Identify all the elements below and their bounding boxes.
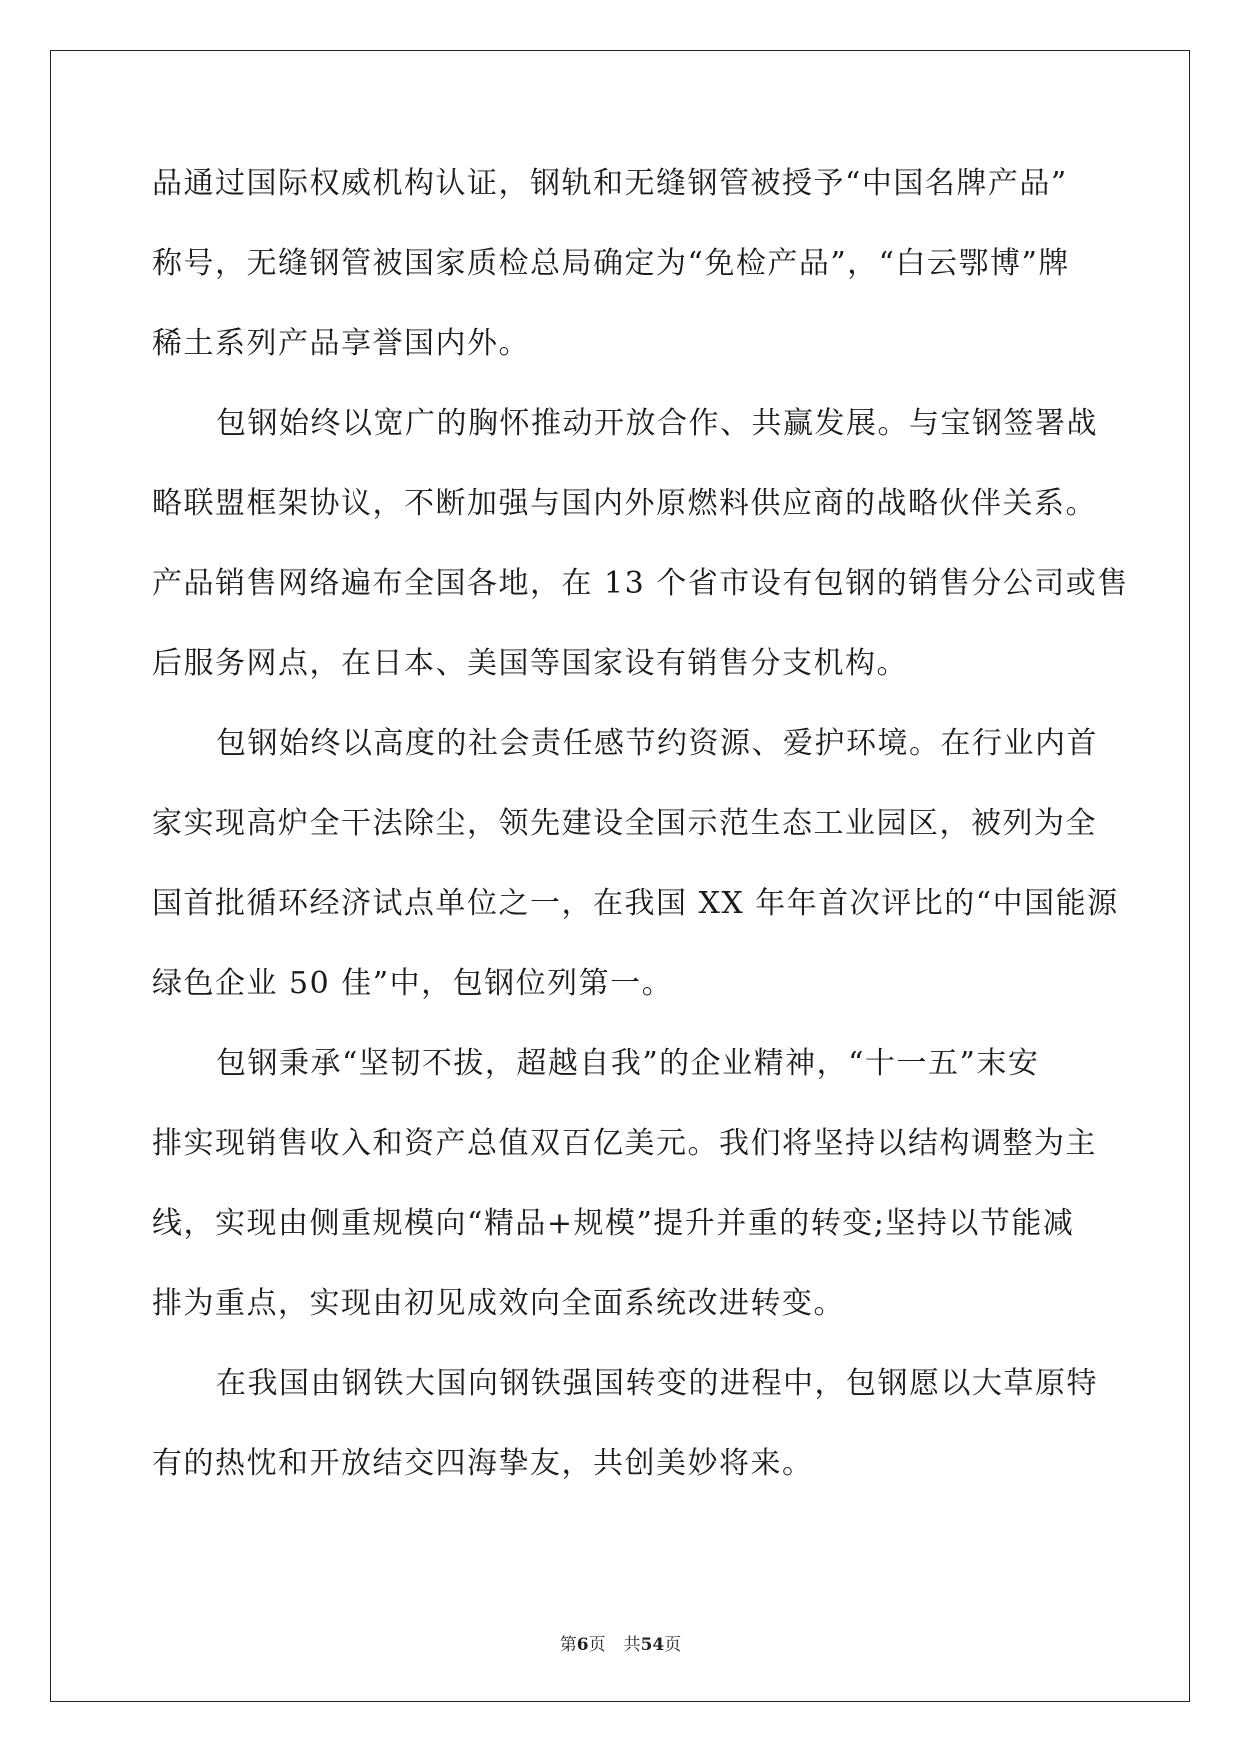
text-line: 线，实现由侧重规模向“精品+规模”提升并重的转变;坚持以节能减 (152, 1206, 1075, 1241)
page-footer (0, 1630, 1241, 1655)
current-page-number: 6 (576, 1635, 589, 1655)
text-line: 产品销售网络遍布全国各地，在 13 个省市设有包钢的销售分公司或售 (152, 566, 1129, 601)
document-body (152, 152, 1129, 1512)
text-line: 称号，无缝钢管被国家质检总局确定为“免检产品”，“白云鄂博”牌 (152, 246, 1070, 281)
total-label-prefix: 共 (623, 1635, 641, 1655)
text-line: 后服务网点，在日本、美国等国家设有销售分支机构。 (152, 646, 908, 681)
text-line: 有的热忱和开放结交四海挚友，共创美妙将来。 (152, 1446, 814, 1481)
text-line: 稀土系列产品享誉国内外。 (152, 326, 530, 361)
text-line: 家实现高炉全干法除尘，领先建设全国示范生态工业园区，被列为全 (152, 806, 1097, 841)
page-label-suffix: 页 (588, 1635, 606, 1655)
total-page-number: 54 (640, 1635, 665, 1655)
paragraph-start-line: 包钢始终以宽广的胸怀推动开放合作、共赢发展。与宝钢签署战 (216, 406, 1098, 441)
text-line: 国首批循环经济试点单位之一，在我国 XX 年年首次评比的“中国能源 (152, 886, 1119, 921)
total-label-suffix: 页 (664, 1635, 682, 1655)
text-line: 略联盟框架协议，不断加强与国内外原燃料供应商的战略伙伴关系。 (152, 486, 1097, 521)
paragraph-start-line: 在我国由钢铁大国向钢铁强国转变的进程中，包钢愿以大草原特 (216, 1366, 1098, 1401)
text-line: 品通过国际权威机构认证，钢轨和无缝钢管被授予“中国名牌产品” (152, 166, 1068, 201)
paragraph-start-line: 包钢始终以高度的社会责任感节约资源、爱护环境。在行业内首 (216, 726, 1098, 761)
text-line: 排实现销售收入和资产总值双百亿美元。我们将坚持以结构调整为主 (152, 1126, 1097, 1161)
text-line: 绿色企业 50 佳”中，包钢位列第一。 (152, 966, 674, 1001)
page-label-prefix: 第 (559, 1635, 577, 1655)
paragraph-start-line: 包钢秉承“坚韧不拔，超越自我”的企业精神，“十一五”末安 (216, 1046, 1040, 1081)
text-line: 排为重点，实现由初见成效向全面系统改进转变。 (152, 1286, 845, 1321)
